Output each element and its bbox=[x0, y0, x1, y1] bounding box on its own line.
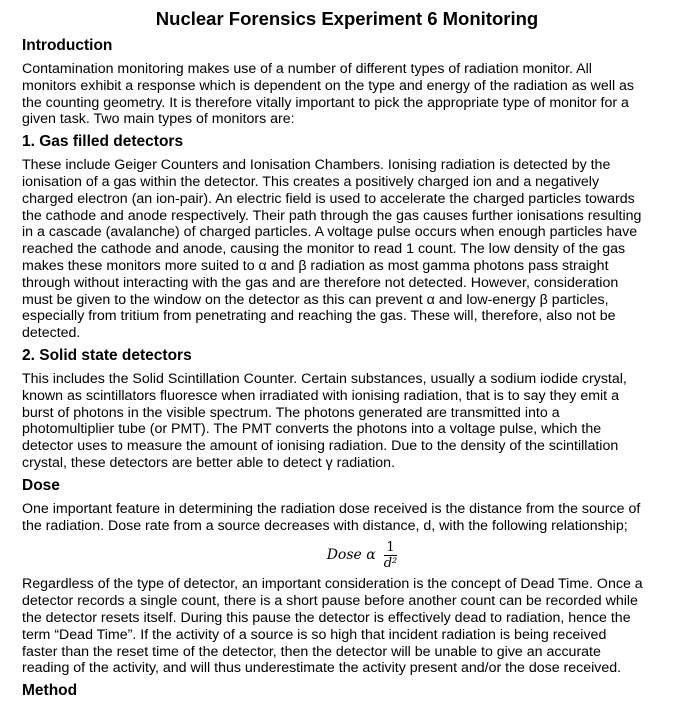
document-page bbox=[22, 0, 672, 700]
section-heading: Introduction bbox=[22, 37, 113, 54]
text-line: monitors exhibit a response which is dependent on the type and energy of the radiation as well as bbox=[22, 77, 635, 94]
text-line: the radiation. Dose rate from a source decreases with distance, d, with the following relationship; bbox=[22, 517, 628, 534]
text-line: the cathode and anode respectively. Their path through the gas causes further ionisations resulting bbox=[22, 207, 642, 224]
section-paragraph bbox=[22, 157, 672, 342]
formula-fraction bbox=[384, 540, 398, 571]
section-heading: Dose bbox=[22, 476, 60, 494]
text-line: in a cascade (avalanche) of charged particles. A voltage pulse occurs when enough particles have bbox=[22, 224, 638, 241]
text-line: the detector resets itself. During this pause the detector is effectively dead to radiation, hence the bbox=[22, 609, 631, 626]
formula-denominator: d² bbox=[383, 555, 398, 571]
text-line: burst of photons in the visible spectrum. The photons generated are transmitted into a bbox=[22, 404, 560, 421]
text-line: Contamination monitoring makes use of a number of different types of radiation monitor. All bbox=[22, 61, 592, 77]
text-line: reading of the activity, and will thus underestimate the activity present and/or the dose received. bbox=[22, 660, 622, 677]
document-body bbox=[22, 36, 672, 534]
text-line: through without interacting with the gas and are therefore not detected. However, consideration bbox=[22, 274, 619, 291]
text-line: must be given to the window on the detector as this can prevent α and low-energy β particles, bbox=[22, 291, 609, 308]
text-line: crystal, these detectors are better able to detect γ radiation. bbox=[22, 454, 396, 471]
text-line: detected. bbox=[22, 325, 81, 342]
text-line: faster than the reset time of the detector, then the detector will be unable to give an accurate bbox=[22, 643, 601, 660]
text-line: photomultiplier tube (or PMT). The PMT converts the photons into a voltage pulse, which the bbox=[22, 421, 602, 438]
text-line: ionisation of a gas within the detector. This creates a positively charged ion and a negatively bbox=[22, 173, 600, 190]
text-line: One important feature in determining the radiation dose received is the distance from the source of bbox=[22, 500, 641, 517]
dose-formula bbox=[52, 534, 672, 576]
text-line: especially from tritium from penetrating and reaching the gas. These will, therefore, also not be bbox=[22, 308, 616, 325]
text-line: This includes the Solid Scintillation Counter. Certain substances, usually a sodium iodide crystal, bbox=[22, 370, 627, 387]
section-paragraph bbox=[22, 371, 672, 472]
section-paragraph bbox=[22, 61, 672, 128]
text-line: These include Geiger Counters and Ionisation Chambers. Ionising radiation is detected by the bbox=[22, 157, 611, 174]
text-line: charged electron (an ion-pair). An electric field is used to accelerate the charged particles towards bbox=[22, 190, 635, 207]
section-heading: 2. Solid state detectors bbox=[22, 346, 192, 364]
section-paragraph bbox=[22, 501, 672, 535]
text-line: the counting geometry. It is therefore vitally important to pick the appropriate type of monitor for a bbox=[22, 94, 629, 111]
text-line: reached the cathode and anode, causing the monitor to read 1 count. The low density of the gas bbox=[22, 241, 626, 258]
section-heading: 1. Gas filled detectors bbox=[22, 133, 184, 151]
dead-time-paragraph bbox=[22, 576, 672, 677]
text-line: term “Dead Time”. If the activity of a source is so high that incident radiation is being received bbox=[22, 626, 607, 643]
text-line: detector records a single count, there is a short pause before another count can be recorded while bbox=[22, 593, 638, 610]
text-line: detector uses to measure the amount of ionising radiation. Due to the density of the scintillation bbox=[22, 438, 619, 455]
page-title: Nuclear Forensics Experiment 6 Monitoring bbox=[155, 8, 539, 29]
formula-lhs: Dose α bbox=[326, 547, 376, 564]
text-line: given task. Two main types of monitors are: bbox=[22, 111, 295, 128]
text-line: makes these monitors more suited to α and β radiation as most gamma photons pass straight bbox=[22, 257, 609, 274]
method-heading: Method bbox=[22, 682, 78, 700]
formula-numerator: 1 bbox=[386, 539, 395, 555]
text-line: Regardless of the type of detector, an important consideration is the concept of Dead Time. Once a bbox=[22, 576, 643, 593]
text-line: known as scintillators fluoresce when irradiated with ionising radiation, that is to say they emit a bbox=[22, 387, 619, 404]
